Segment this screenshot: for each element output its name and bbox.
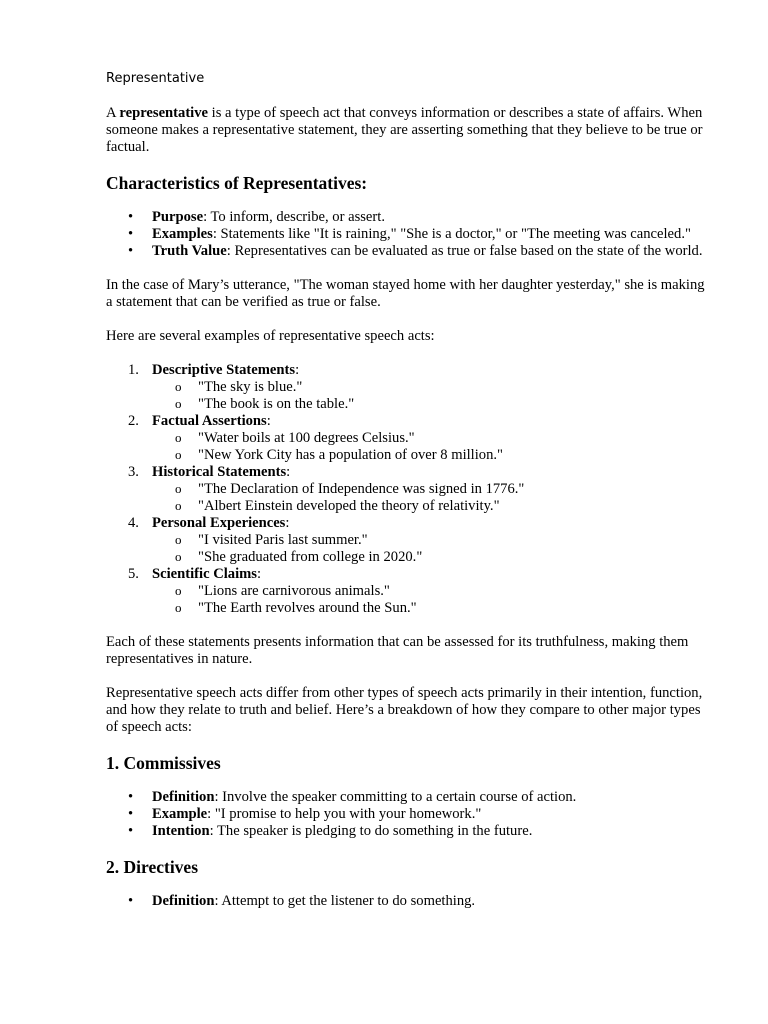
characteristics-list [106,209,706,260]
item-label: Example [152,806,208,822]
document-body [106,70,706,927]
example-item: o "The sky is blue." [152,379,706,396]
examples-intro: Here are several examples of representative speech acts: [106,328,435,344]
item-text: : Attempt to get the listener to do something. [214,893,476,909]
example-item: o "I visited Paris last summer." [152,532,706,549]
list-item [106,806,706,823]
item-label: Definition [152,893,215,909]
example-sublist [152,430,706,464]
list-number: 4. [128,515,139,531]
example-item: o "The Earth revolves around the Sun." [152,600,706,617]
directives-list [106,893,706,910]
example-sublist [152,532,706,566]
example-item: o "Albert Einstein developed the theory of relativity." [152,498,706,515]
item-text: : Involve the speaker committing to a certain course of action. [214,789,577,805]
commissives-heading: 1. Commissives [106,753,221,773]
list-item [106,209,706,226]
category-label: Factual Assertions [152,413,267,429]
item-text: : Representatives can be evaluated as true or false based on the state of the world. [226,243,703,259]
example-item: o "She graduated from college in 2020." [152,549,706,566]
list-item [106,823,706,840]
list-item [106,243,706,260]
compare-paragraph: Representative speech acts differ from other types of speech acts primarily in their intention, function, and how they relate to truth and belief. Here’s a breakdown of how they compare to other major types of speech acts: [106,685,703,735]
example-sublist [152,481,706,515]
intro-rest: is a type of speech act that conveys information or describes a state of affairs. When someone makes a representative statement, they are asserting something that they believe to be true or factual. [106,105,703,155]
item-label: Examples [152,226,213,242]
example-category [106,566,706,617]
item-label: Truth Value [152,243,227,259]
intro-term: representative [119,105,209,121]
example-category [106,413,706,464]
item-text: : The speaker is pledging to do something in the future. [209,823,533,839]
intro-paragraph [106,105,706,156]
category-label: Scientific Claims [152,566,257,582]
list-item [106,226,706,243]
commissives-list [106,789,706,840]
example-sublist [152,583,706,617]
example-category [106,464,706,515]
category-label: Personal Experiences [152,515,286,531]
category-label: Historical Statements [152,464,287,480]
example-category [106,515,706,566]
list-number: 1. [128,362,139,378]
category-suffix: : [256,566,262,582]
intro-prefix: A [106,105,120,121]
mary-paragraph: In the case of Mary’s utterance, "The woman stayed home with her daughter yesterday," she is making a statement that can be verified as true or false. [106,277,705,310]
item-text: : Statements like "It is raining," "She is a doctor," or "The meeting was canceled." [212,226,691,242]
list-number: 5. [128,566,139,582]
item-text: : To inform, describe, or assert. [203,209,385,225]
example-item: o "Lions are carnivorous animals." [152,583,706,600]
examples-list [106,362,706,617]
example-sublist [152,379,706,413]
category-suffix: : [285,515,290,531]
category-suffix: : [286,464,291,480]
item-label: Purpose [152,209,204,225]
category-suffix: : [295,362,300,378]
characteristics-heading: Characteristics of Representatives: [106,173,368,193]
list-number: 2. [128,413,139,429]
category-label: Descriptive Statements [152,362,296,378]
example-category [106,362,706,413]
example-item: o "Water boils at 100 degrees Celsius." [152,430,706,447]
directives-heading: 2. Directives [106,857,199,877]
summary-paragraph: Each of these statements presents information that can be assessed for its truthfulness, making them representatives in nature. [106,634,689,667]
example-item: o "The Declaration of Independence was signed in 1776." [152,481,706,498]
item-text: : "I promise to help you with your homework." [207,806,482,822]
example-item: o "New York City has a population of over 8 million." [152,447,706,464]
list-item [106,789,706,806]
example-item: o "The book is on the table." [152,396,706,413]
document-title: Representative [106,71,205,86]
category-suffix: : [266,413,271,429]
item-label: Definition [152,789,215,805]
list-item [106,893,706,910]
list-number: 3. [128,464,139,480]
item-label: Intention [152,823,210,839]
